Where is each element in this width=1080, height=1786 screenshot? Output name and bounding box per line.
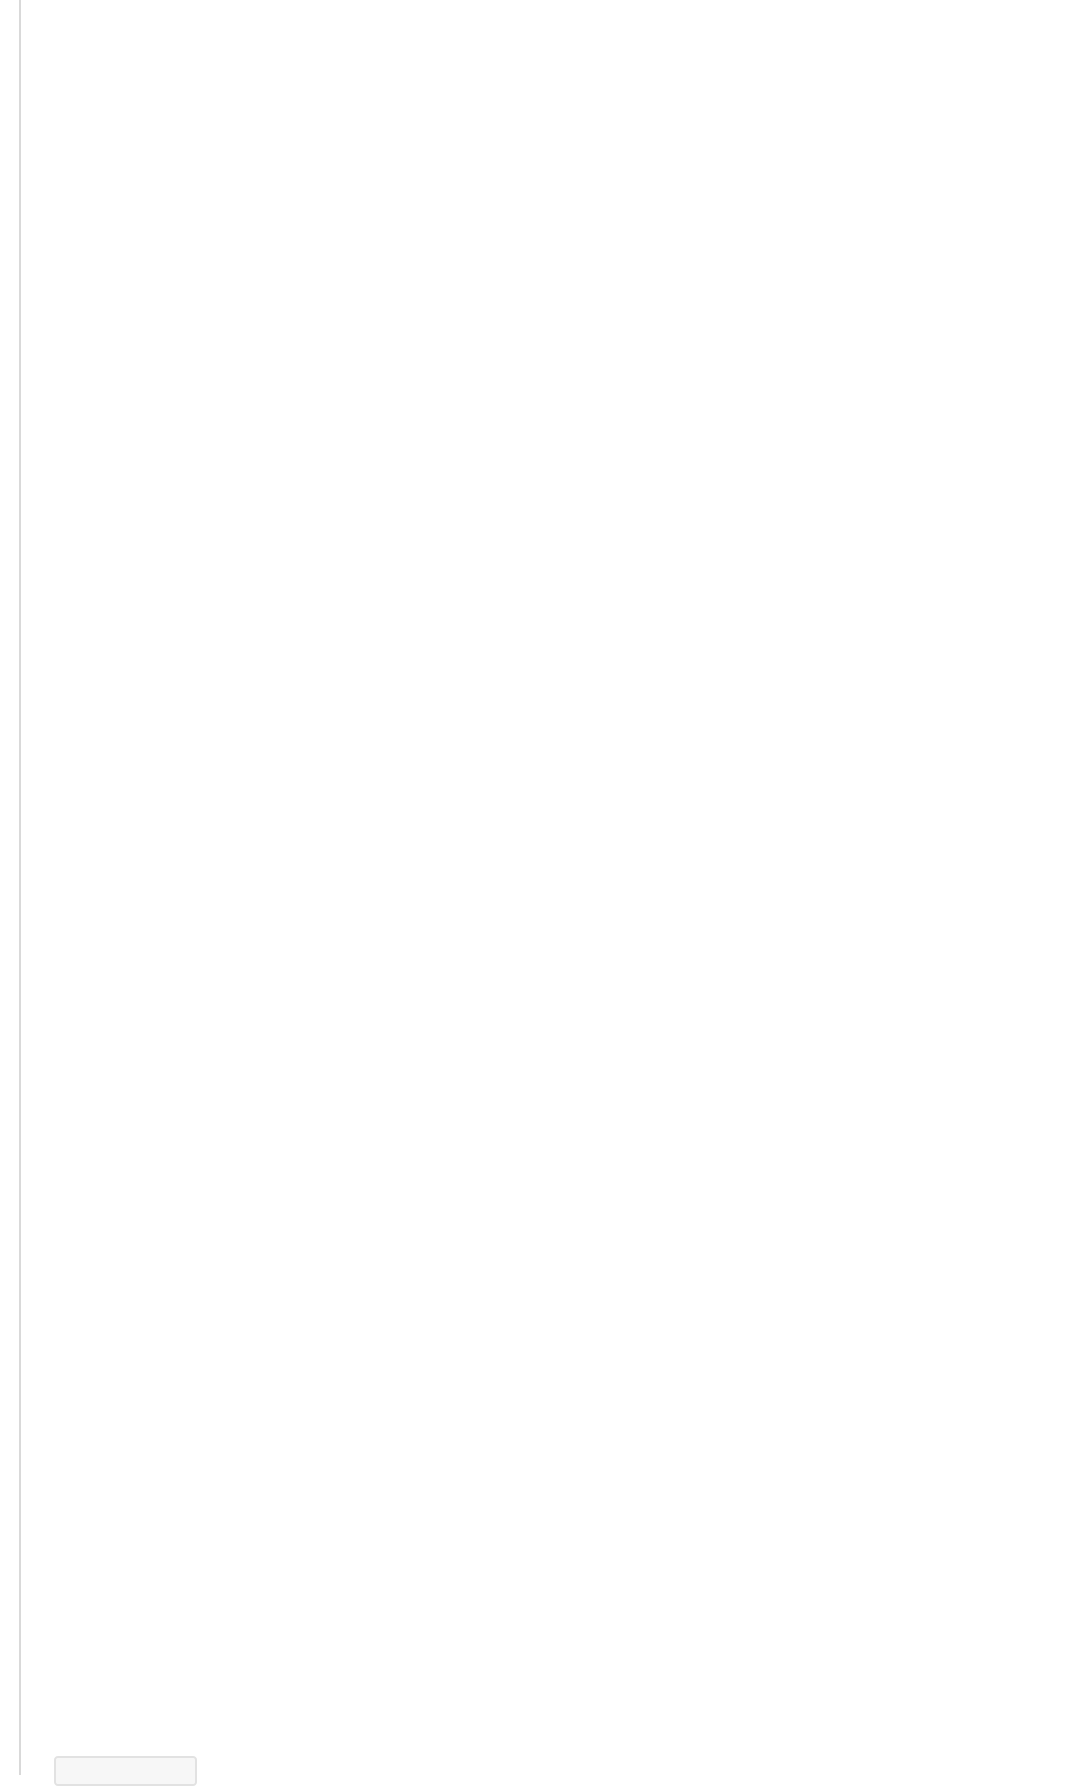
submit-button[interactable] — [54, 1756, 197, 1786]
page-left-border — [19, 0, 21, 1775]
